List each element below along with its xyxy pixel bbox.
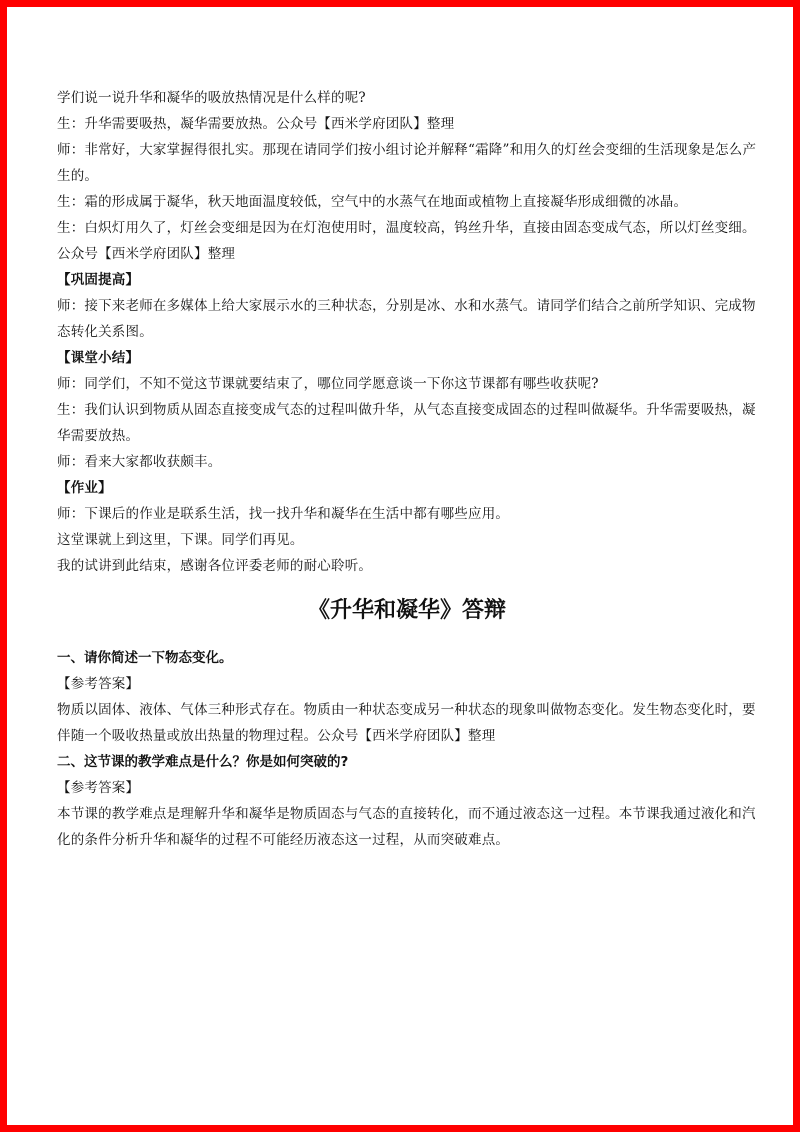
homework-paragraph-1: 师：下课后的作业是联系生活，找一找升华和凝华在生活中都有哪些应用。 — [57, 506, 510, 522]
defense-title: 《升华和凝华》答辩 — [307, 598, 506, 623]
defense-reference-label-2: 【参考答案】 — [57, 780, 140, 796]
dialogue-paragraph-5: 生：白炽灯用久了，灯丝会变细是因为在灯泡使用时，温度较高，钨丝升华，直接由固态变成气态，所以灯丝变细。公众号【西米学府团队】整理 — [57, 220, 756, 262]
dialogue-paragraph-3: 师：非常好，大家掌握得很扎实。那现在请同学们按小组讨论并解释“霜降”和用久的灯丝会变细的生活现象是怎么产生的。 — [57, 142, 757, 184]
summary-paragraph-1: 师：同学们，不知不觉这节课就要结束了，哪位同学愿意谈一下你这节课都有哪些收获呢? — [57, 376, 599, 392]
consolidate-heading: 【巩固提高】 — [57, 272, 140, 288]
defense-answer-2: 本节课的教学难点是理解升华和凝华是物质固态与气态的直接转化，而不通过液态这一过程。本节课我通过液化和汽化的条件分析升华和凝华的过程不可能经历液态这一过程，从而突破难点。 — [57, 806, 756, 848]
consolidate-paragraph-1: 师：接下来老师在多媒体上给大家展示水的三种状态，分别是冰、水和水蒸气。请同学们结合之前所学知识、完成物态转化关系图。 — [57, 298, 756, 340]
defense-answer-1: 物质以固体、液体、气体三种形式存在。物质由一种状态变成另一种状态的现象叫做物态变化。发生物态变化时，要伴随一个吸收热量或放出热量的物理过程。公众号【西米学府团队】整理 — [57, 702, 756, 744]
summary-paragraph-2: 生：我们认识到物质从固态直接变成气态的过程叫做升华，从气态直接变成固态的过程叫做凝华。升华需要吸热，凝华需要放热。 — [57, 402, 756, 444]
homework-heading: 【作业】 — [57, 480, 112, 496]
summary-paragraph-3: 师：看来大家都收获颇丰。 — [57, 454, 222, 470]
homework-paragraph-3: 我的试讲到此结束，感谢各位评委老师的耐心聆听。 — [57, 558, 373, 574]
summary-heading: 【课堂小结】 — [57, 350, 140, 366]
defense-question-2: 二、这节课的教学难点是什么？你是如何突破的? — [57, 754, 349, 770]
defense-question-1: 一、请你简述一下物态变化。 — [57, 650, 233, 666]
document-content — [57, 85, 757, 853]
defense-reference-label-1: 【参考答案】 — [57, 676, 140, 692]
homework-paragraph-2: 这堂课就上到这里，下课。同学们再见。 — [57, 532, 304, 548]
dialogue-paragraph-1: 学们说一说升华和凝华的吸放热情况是什么样的呢? — [57, 90, 366, 106]
dialogue-paragraph-2: 生：升华需要吸热，凝华需要放热。公众号【西米学府团队】整理 — [57, 116, 455, 132]
dialogue-paragraph-4: 生：霜的形成属于凝华，秋天地面温度较低，空气中的水蒸气在地面或植物上直接凝华形成细微的冰晶。 — [57, 194, 688, 210]
